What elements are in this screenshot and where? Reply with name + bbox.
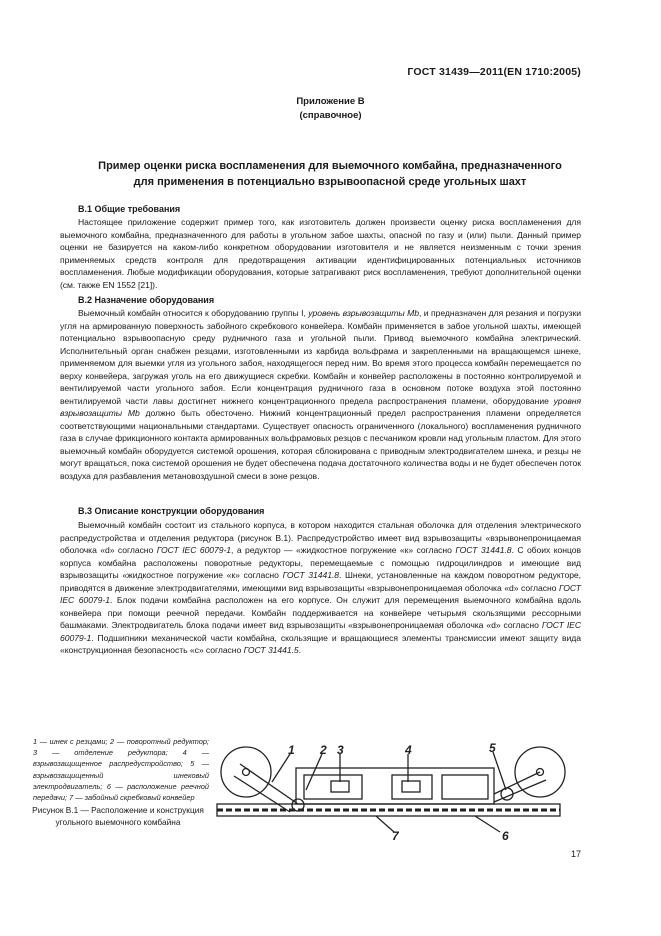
left-arm-lower	[234, 776, 290, 812]
annex-title: Приложение В	[296, 96, 365, 107]
standard-header: ГОСТ 31439—2011(EN 1710:2005)	[407, 66, 581, 78]
b3-text-3: . С обоих концов корпуса комбайна расположены поворотные редукторы, перемещаемые с помощью гидроцилиндров и имеющие вид взрывозащиты «жидкостное погружение «к» согласно	[60, 545, 581, 580]
b3-text-4: . Шнеки, установленные на каждом поворотном редукторе, приводятся в движение электродвигателями, имеющими вид взрывозащиты «взрывонепроницаемая оболочка «d» согласно	[60, 570, 581, 593]
b3-ref-2: ГОСТ 31441.8	[455, 545, 512, 555]
b2-text-part3: должно быть обесточено. Нижний концентрационный предел распространения пламени определяется соответствующими национальными стандартами. Существует опасность ограниченного (локального) воспламенения рудничного газа в случае фрикционного контакта армированных вольфрамовых резцов с песчаником кровли над угольным пластом. Для этого выемочный комбайн оборудуется системой орошения, которая сблокирована с приводным электродвигателем шнека, и резцы не могут вращаться, пока системой орошения не будет обеспечена подача достаточного количества воды и не будет обеспечен поток воздуха для разбавления метановоздушной смеси в зоне резцов.	[60, 408, 581, 481]
leader-line-1	[272, 754, 290, 782]
left-drum	[221, 747, 271, 797]
leader-line-6	[475, 816, 500, 832]
section-b1-text: Настоящее приложение содержит пример того, как изготовитель должен произвести оценку риска воспламенения для выемочного комбайна, предназначенного для работы в угольном забое шахты, опасной по газу и (или) пыли. Данный пример оценки не базируется на каком-либо конкретном оборудовании изготовителя и не является неизменным с точки зрения применяемых средств контроля для предотвращения активации идентифицированных потенциальных источников воспламенения. Любые модификации оборудования, которые затрагивают риск воспламенения, требуют дополнительной оценки (см. также EN 1552 [21]).	[60, 217, 581, 290]
b2-text-italic2: уровня взрывозащиты Mb	[60, 395, 581, 418]
b3-text-6: . Подшипники механической части комбайна, скользящие и вращающиеся элементы трансмиссии имеют защиту вида «конструкционная безопасность «с» согласно	[60, 632, 581, 655]
document-title-line2: для применения в потенциально взрывоопасной среде угольных шахт	[133, 176, 527, 188]
annex-type: (справочное)	[299, 110, 362, 121]
figure-label-4: 4	[405, 743, 412, 757]
section-b2-text	[60, 307, 581, 482]
b3-ref-5: ГОСТ IEC 60079-1	[60, 620, 581, 643]
figure-caption: Рисунок В.1 — Расположение и конструкция угольного выемочного комбайна	[32, 805, 204, 827]
b3-text-1: Выемочный комбайн состоит из стального корпуса, в котором находится стальная оболочка для отделения электрического распредустройства и отделения редуктора (рисунок В.1). Распредустройство имеет вид взрывозащиты «взрывонепроницаемая оболочка «d» согласно	[60, 520, 581, 555]
figure-label-5: 5	[489, 742, 496, 755]
b3-text-7: .	[298, 645, 302, 655]
body-compartment-center	[392, 775, 432, 799]
figure-label-7: 7	[392, 829, 399, 843]
leader-line-5	[493, 752, 506, 790]
section-b1-heading: В.1 Общие требования	[78, 204, 181, 214]
b3-ref-4: ГОСТ IEC 60079-1	[60, 582, 581, 605]
page-number: 17	[570, 849, 581, 859]
b2-text-part2: , и предназначен для резания и погрузки угля на армированную поверхность забойного скребкового конвейера. Комбайн применяется в забое угольной шахты, имеющей потенциально взрывоопасную среду рудничного газа и угольной пыли. Привод выемочного комбайна электрический. Исполнительный орган снабжен резцами, изготовленными из карбида вольфрама и закрепленными на вращающемся шнеке, применяемом для выемки угля из угольного забоя, находящегося перед ним. Во время этого процесса комбайн перемещается по верху конвейера, загружая уголь на его движущиеся скребки. Комбайн и конвейер расположены в постоянно контролируемой и вентилируемой части угольного забоя. Если концентрация рудничного газа в основном потоке воздуха этой постоянно вентилируемой части лавы достигнет нижнего концентрационного предела распространения пламени, оборудование	[60, 308, 581, 406]
right-motor	[501, 788, 513, 800]
shearer-diagram	[210, 742, 590, 852]
leader-line-2	[306, 754, 322, 790]
figure-legend: 1 — шнек с резцами; 2 — поворотный редуктор; 3 — отделение редуктора; 4 — взрывозащищенное распредустройство; 5 — взрывозащищенный шнековый электродвигатель; 6 — расположение реечной передачи; 7 — забойный скребковый конвейер	[33, 737, 209, 803]
b3-ref-6: ГОСТ 31441.5	[243, 645, 299, 655]
body-compartment-left	[304, 775, 362, 799]
body-compartment-right	[442, 775, 488, 799]
figure-label-2: 2	[320, 743, 327, 757]
figure-label-3: 3	[337, 743, 344, 757]
b2-text-part1: Выемочный комбайн относится к оборудованию группы I,	[78, 308, 309, 318]
section-b2-heading: В.2 Назначение оборудования	[78, 295, 215, 305]
section-b3-text	[60, 519, 581, 657]
b3-ref-1: ГОСТ IEC 60079-1	[156, 545, 232, 555]
section-b3-heading: В.3 Описание конструкции оборудования	[78, 506, 265, 516]
b3-ref-3: ГОСТ 31441.8	[282, 570, 340, 580]
switchgear-compartment	[402, 781, 420, 792]
b2-text-italic1: уровень взрывозащиты Mb	[308, 308, 419, 318]
figure-label-6: 6	[502, 829, 509, 843]
figure-label-1: 1	[288, 743, 295, 757]
gearbox-compartment	[331, 781, 349, 792]
document-title-line1: Пример оценки риска воспламенения для выемочного комбайна, предназначенного	[98, 160, 562, 172]
document-title	[60, 158, 600, 190]
b3-text-2: , а редуктор — «жидкостное погружение «к» согласно	[231, 545, 456, 555]
b3-text-5: . Блок подачи комбайна расположен на его корпусе. Он служит для перемещения выемочного комбайна вдоль конвейера при помощи реечной передачи. Комбайн поддерживается на конвейере четырьмя скользящими рессорными башмаками. Электродвигатель блока подачи имеет вид взрывозащиты «взрывонепроницаемая оболочка «d» согласно	[60, 595, 581, 630]
